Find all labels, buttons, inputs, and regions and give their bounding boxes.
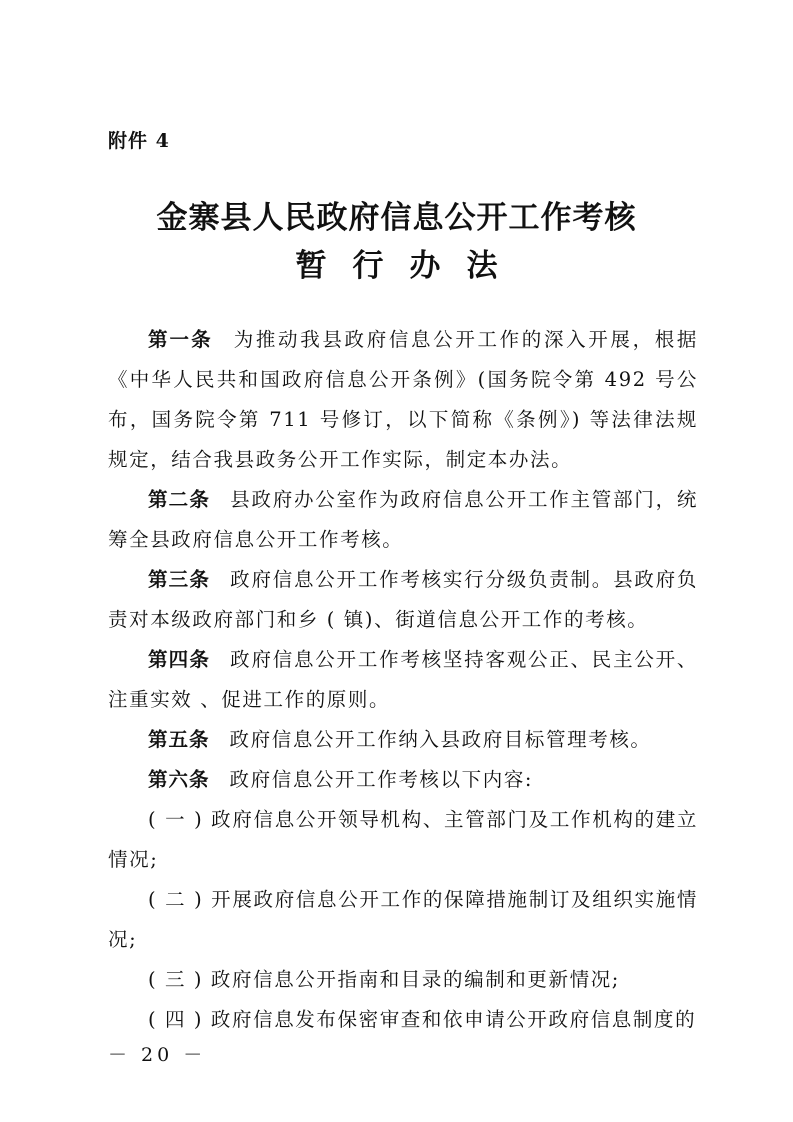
attachment-label: 附件 4 (108, 130, 170, 152)
title-line-2: 暂行办法 (295, 248, 524, 284)
article-5 (108, 720, 698, 760)
document-body (108, 320, 698, 1040)
list-item: ( 三 ) 政府信息公开指南和目录的编制和更新情况; (148, 968, 620, 991)
article-text: 县政府办公室作为政府信息公开工作主管部门，统筹全县政府信息公开工作考核。 (108, 488, 698, 551)
article-heading: 第五条 (148, 728, 210, 751)
article-heading: 第一条 (148, 328, 213, 351)
article-4 (108, 640, 698, 720)
title-line-1: 金寨县人民政府信息公开工作考核 (156, 200, 637, 236)
article-heading: 第四条 (148, 648, 211, 671)
article-heading: 第六条 (148, 768, 210, 791)
article-text: 为推动我县政府信息公开工作的深入开展，根据《中华人民共和国政府信息公开条例》(国务院令第 492 号公布，国务院令第 711 号修订，以下简称《条例》) 等法律法规规定，结合我县政务公开工作实际，制定本办法。 (108, 328, 698, 471)
article-6 (108, 760, 698, 800)
article-3 (108, 560, 698, 640)
list-item: ( 四 ) 政府信息发布保密审查和依申请公开政府信息制度的 (148, 1008, 697, 1031)
document-title (0, 196, 793, 288)
list-item: ( 二 ) 开展政府信息公开工作的保障措施制订及组织实施情况; (108, 888, 698, 951)
article-2 (108, 480, 698, 560)
article-text: 政府信息公开工作纳入县政府目标管理考核。 (229, 728, 652, 751)
page-number: － 20 － (108, 1044, 207, 1066)
article-text: 政府信息公开工作考核以下内容: (229, 768, 534, 791)
list-item: ( 一 ) 政府信息公开领导机构、主管部门及工作机构的建立情况; (108, 808, 698, 871)
article-text: 政府信息公开工作考核坚持客观公正、民主公开、注重实效 、促进工作的原则。 (108, 648, 698, 711)
article-text: 政府信息公开工作考核实行分级负责制。县政府负责对本级政府部门和乡 ( 镇)、街道信息公开工作的考核。 (108, 568, 698, 631)
article-1 (108, 320, 698, 480)
article-heading: 第三条 (148, 568, 211, 591)
article-heading: 第二条 (148, 488, 211, 511)
